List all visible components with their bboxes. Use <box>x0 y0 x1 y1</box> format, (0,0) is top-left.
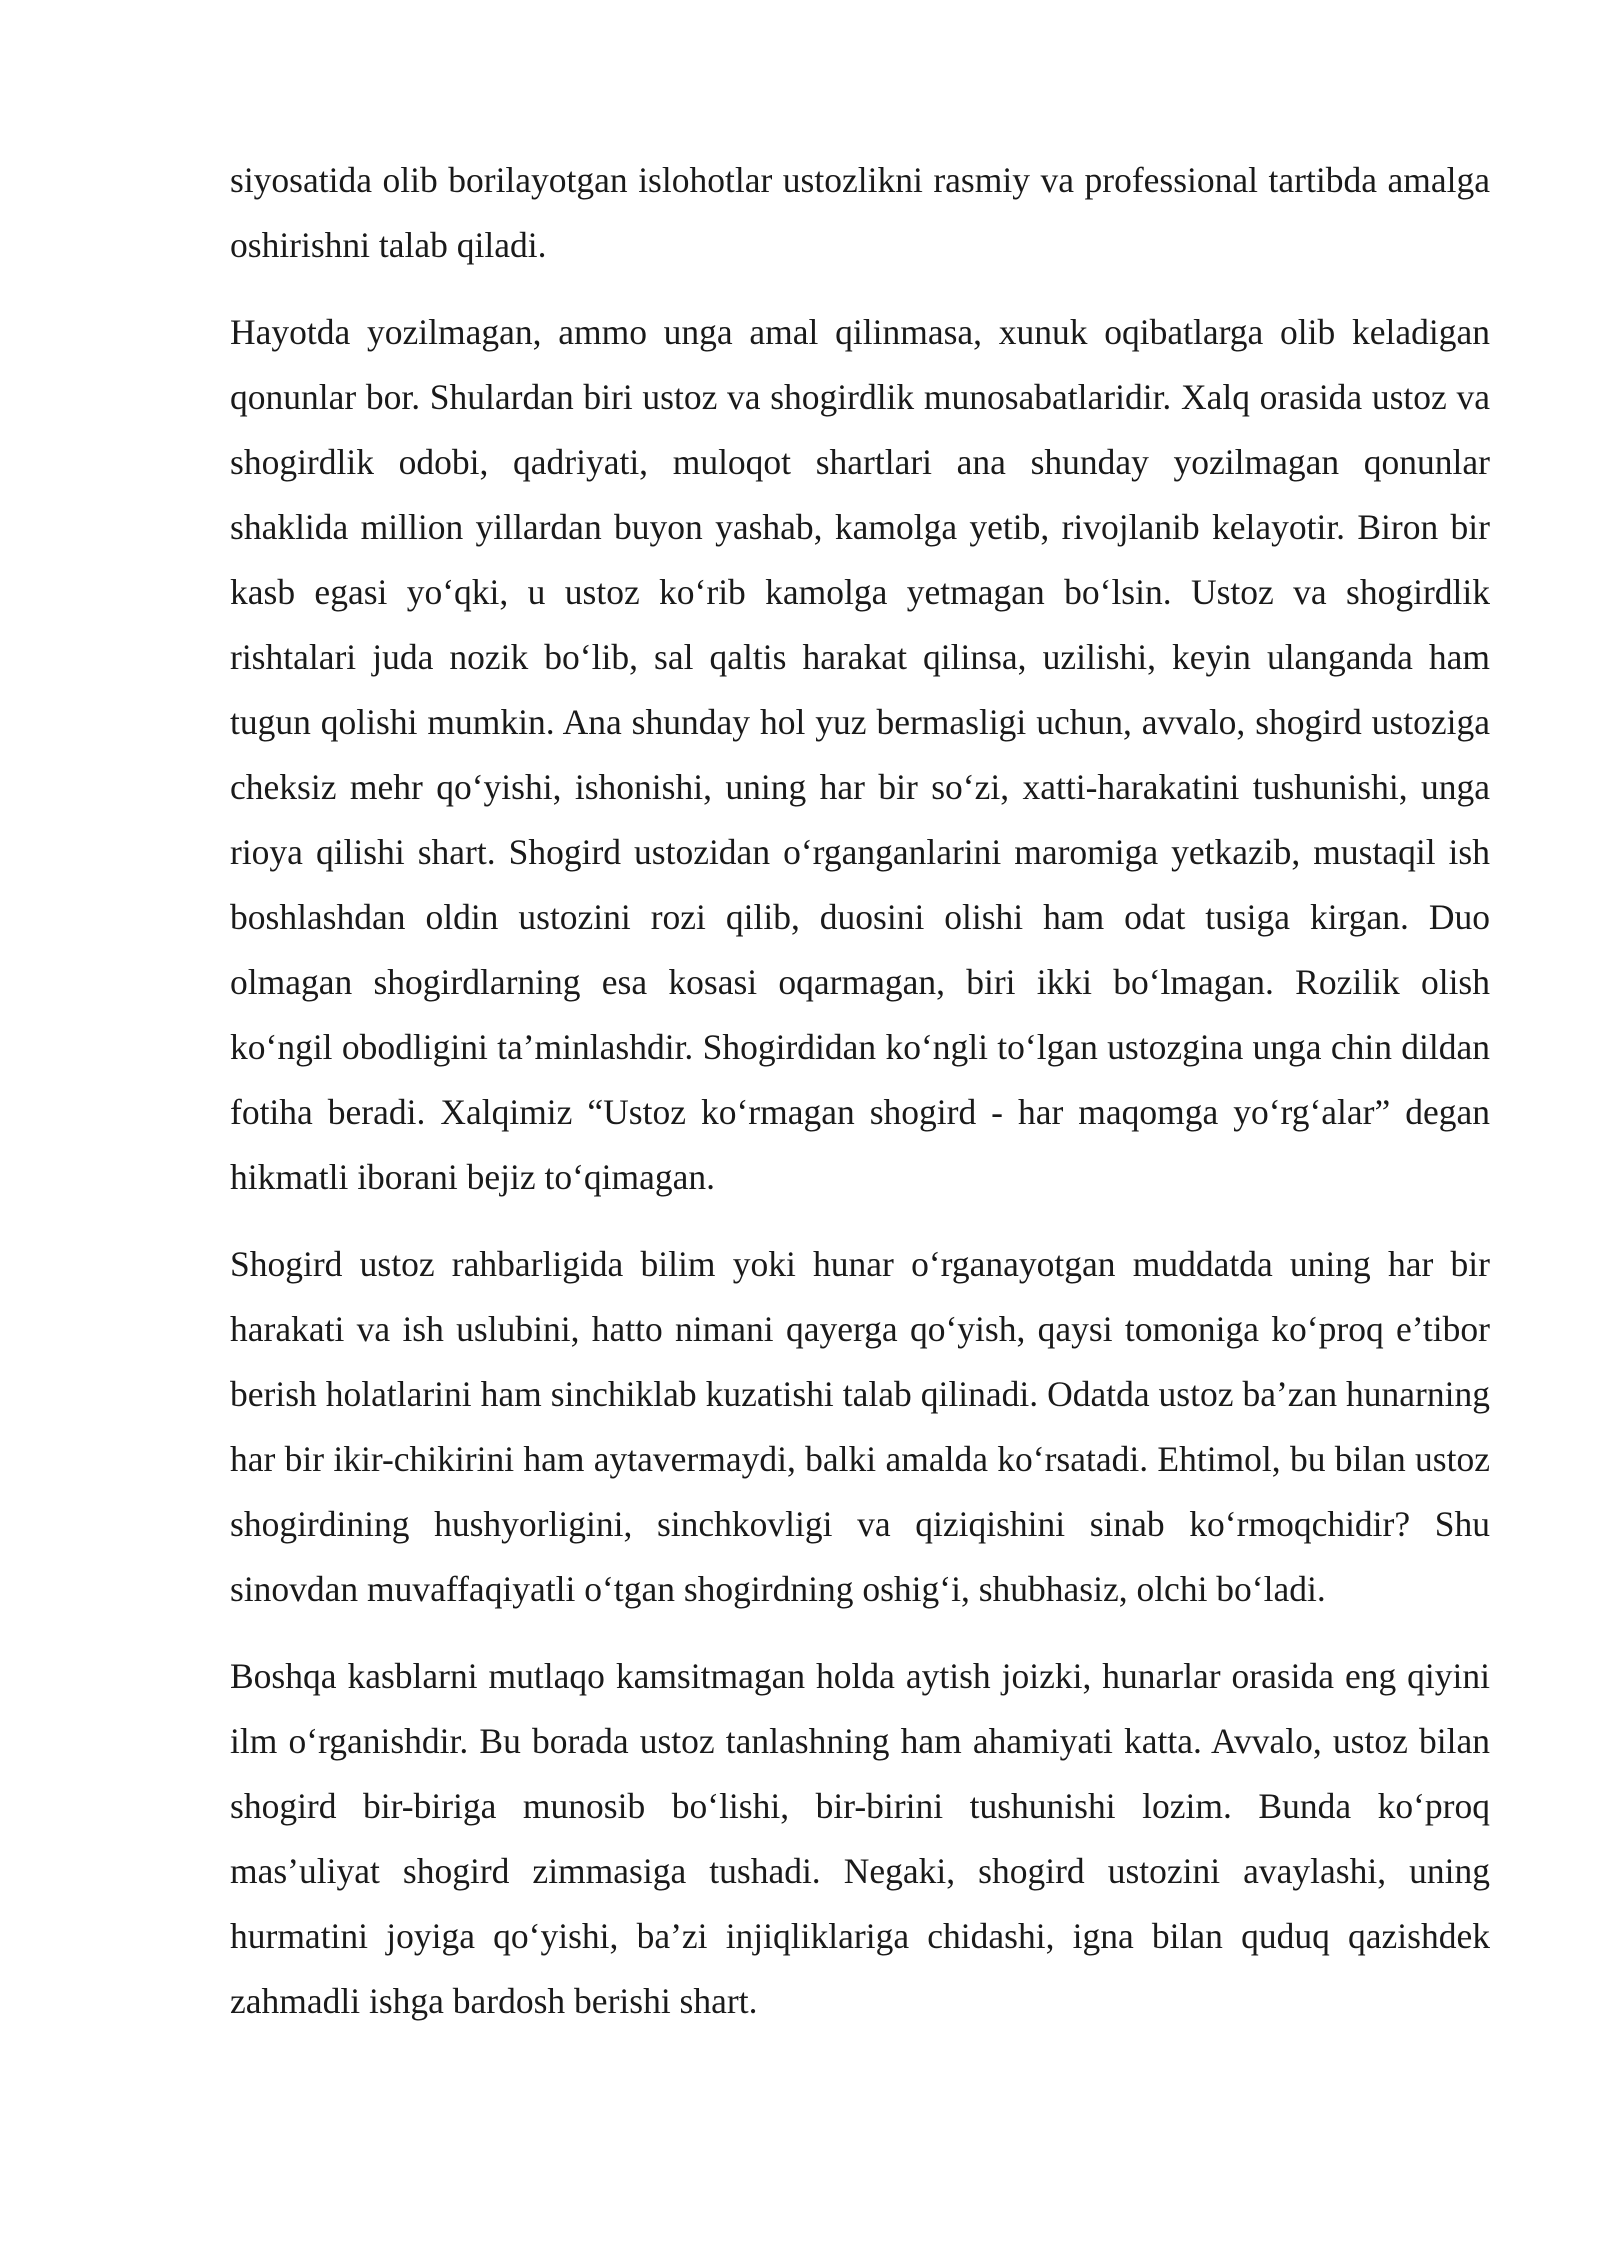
paragraph-1: siyosatida olib borilayotgan islohotlar ustozlikni rasmiy va professional tartibda amalga oshirishni talab qiladi. <box>230 160 1490 265</box>
document-body <box>230 148 1490 2056</box>
paragraph-3: Shogird ustoz rahbarligida bilim yoki hunar o‘rganayotgan muddatda uning har bir harakati va ish uslubini, hatto nimani qayerga qo‘yish, qaysi tomoniga ko‘proq e’tibor berish holatlarini ham sinchiklab kuzatishi talab qilinadi. Odatda ustoz ba’zan hunarning har bir ikir-chikirini ham aytavermaydi, balki amalda ko‘rsatadi. Ehtimol, bu bilan ustoz shogirdining hushyorligini, sinchkovligi va qiziqishini sinab ko‘rmoqchidir? Shu sinovdan muvaffaqiyatli o‘tgan shogirdning oshig‘i, shubhasiz, olchi bo‘ladi. <box>230 1244 1490 1609</box>
paragraph-2: Hayotda yozilmagan, ammo unga amal qilinmasa, xunuk oqibatlarga olib keladigan qonunlar bor. Shulardan biri ustoz va shogirdlik munosabatlaridir. Xalq orasida ustoz va shogirdlik odobi, qadriyati, muloqot shartlari ana shunday yozilmagan qonunlar shaklida million yillardan buyon yashab, kamolga yetib, rivojlanib kelayotir. Biron bir kasb egasi yo‘qki, u ustoz ko‘rib kamolga yetmagan bo‘lsin. Ustoz va shogirdlik rishtalari juda nozik bo‘lib, sal qaltis harakat qilinsa, uzilishi, keyin ulanganda ham tugun qolishi mumkin. Ana shunday hol yuz bermasligi uchun, avvalo, shogird ustoziga cheksiz mehr qo‘yishi, ishonishi, uning har bir so‘zi, xatti-harakatini tushunishi, unga rioya qilishi shart. Shogird ustozidan o‘rganganlarini maromiga yetkazib, mustaqil ish boshlashdan oldin ustozini rozi qilib, duosini olishi ham odat tusiga kirgan. Duo olmagan shogirdlarning esa kosasi oqarmagan, biri ikki bo‘lmagan. Rozilik olish ko‘ngil obodligini ta’minlashdir. Shogirdidan ko‘ngli to‘lgan ustozgina unga chin dildan fotiha beradi. Xalqimiz “Ustoz ko‘rmagan shogird - har maqomga yo‘rg‘alar” degan hikmatli iborani bejiz to‘qimagan. <box>230 312 1490 1197</box>
paragraph-4: Boshqa kasblarni mutlaqo kamsitmagan holda aytish joizki, hunarlar orasida eng qiyini ilm o‘rganishdir. Bu borada ustoz tanlashning ham ahamiyati katta. Avvalo, ustoz bilan shogird bir-biriga munosib bo‘lishi, bir-birini tushunishi lozim. Bunda ko‘proq mas’uliyat shogird zimmasiga tushadi. Negaki, shogird ustozini avaylashi, uning hurmatini joyiga qo‘yishi, ba’zi injiqliklariga chidashi, igna bilan quduq qazishdek zahmadli ishga bardosh berishi shart. <box>230 1656 1490 2021</box>
